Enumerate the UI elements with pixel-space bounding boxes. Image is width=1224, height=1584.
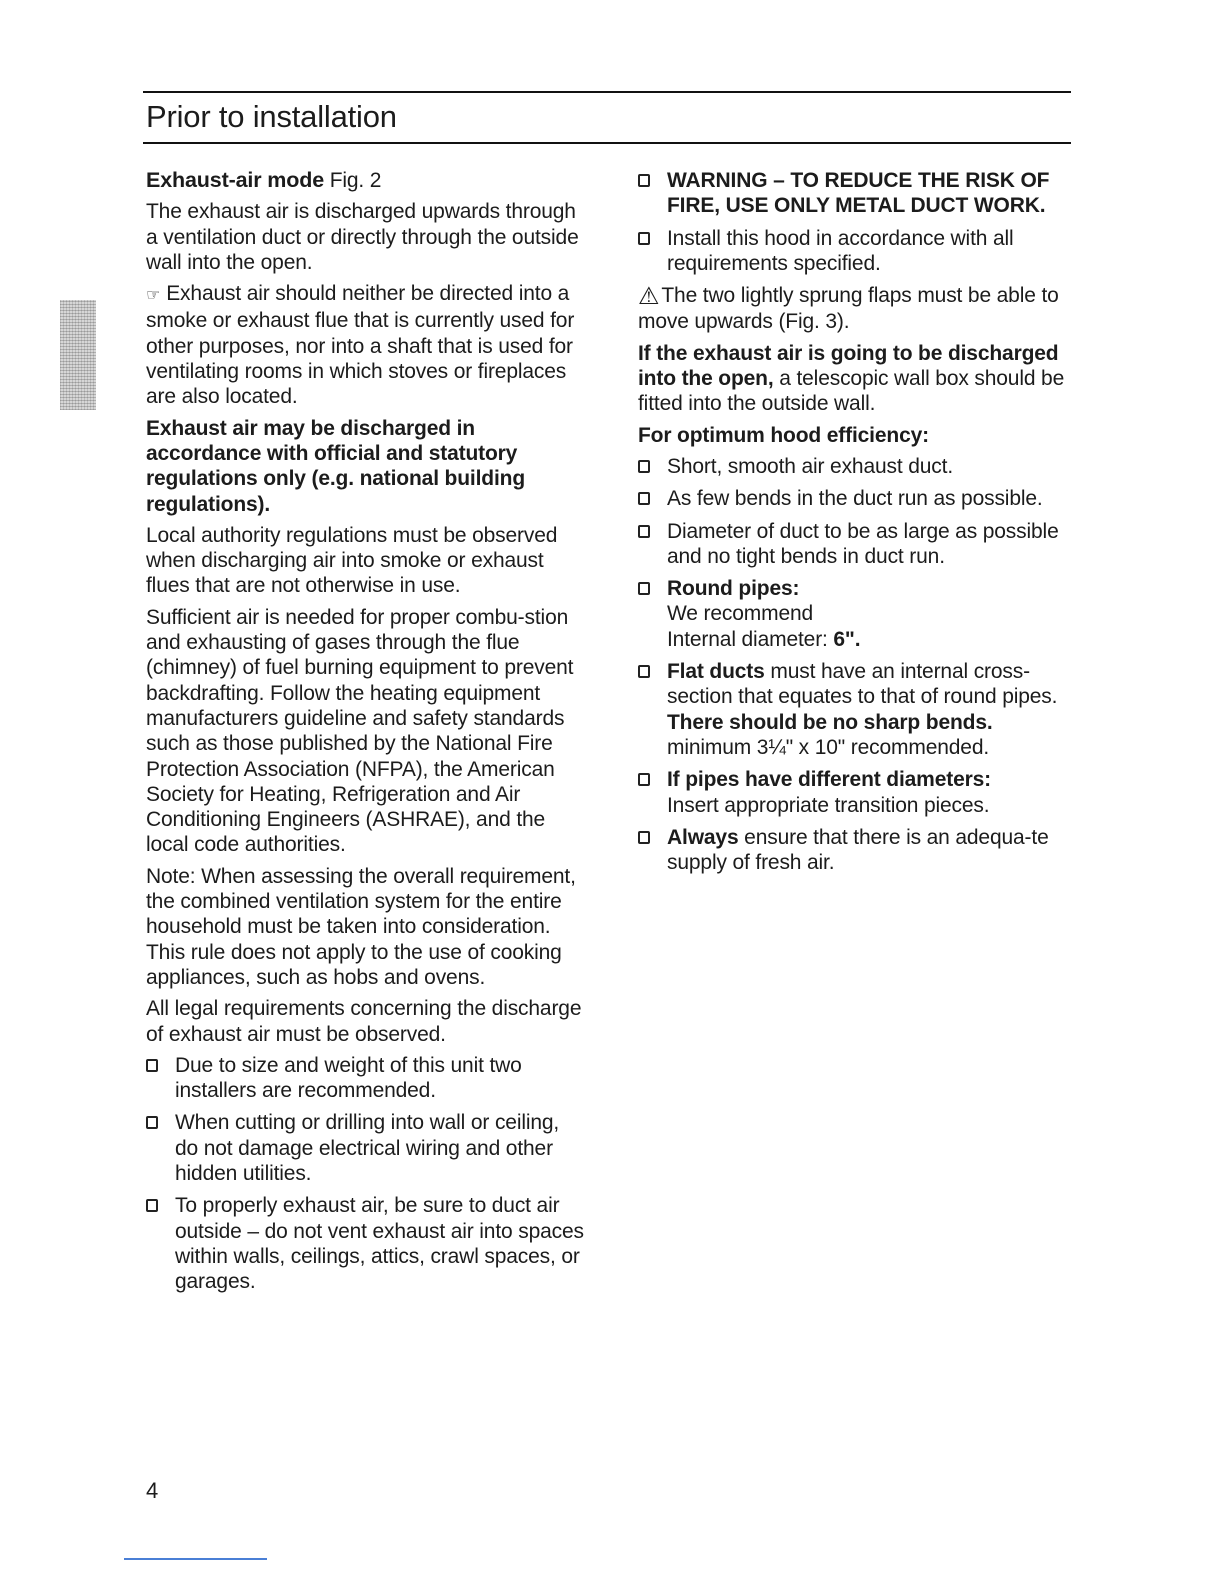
different-diameters-heading: If pipes have different diameters: <box>667 768 991 792</box>
right-column <box>638 168 1068 882</box>
round-pipes-diameter-value: 6". <box>833 627 861 651</box>
list-item <box>146 1053 584 1104</box>
round-pipes-heading: Round pipes: <box>667 577 800 601</box>
page-title: Prior to installation <box>146 99 397 134</box>
page-number: 4 <box>146 1478 159 1503</box>
different-diameters-text: Insert appropriate transition pieces. <box>667 793 990 817</box>
flaps-paragraph <box>638 283 1068 335</box>
legal-paragraph: All legal requirements concerning the discharge of exhaust air must be observed. <box>146 997 582 1046</box>
exhaust-air-fig-ref: Fig. 2 <box>324 169 382 192</box>
round-pipes-item <box>638 576 1068 652</box>
different-diameters-item <box>638 767 1068 818</box>
exhaust-air-heading-text: Exhaust-air mode <box>146 168 325 192</box>
note-text: Exhaust air should neither be directed into a smoke or exhaust flue that is currently used for other purposes, nor into a shaft that is used for ventilating rooms in which stoves or fireplaces are also located. <box>146 282 575 409</box>
checkbox-bullet-icon <box>146 1199 158 1212</box>
no-sharp-bends: There should be no sharp bends. <box>667 710 993 734</box>
flat-ducts-bold: Flat ducts <box>667 660 765 684</box>
pointing-hand-icon: ☞ <box>146 287 161 305</box>
list-item-text: Short, smooth air exhaust duct. <box>667 454 953 478</box>
list-item <box>638 226 1068 277</box>
efficiency-heading: For optimum hood efficiency: <box>638 423 929 447</box>
list-item-text: When cutting or drilling into wall or ceiling, do not damage electrical wiring and other hidden utilities. <box>175 1111 560 1185</box>
checkbox-bullet-icon <box>638 492 650 505</box>
open-discharge-text: a telescopic wall box should be fitted into the outside wall. <box>638 367 1065 416</box>
flaps-text: The two lightly sprung flaps must be able to move upwards (Fig. 3). <box>638 284 1059 334</box>
footer-link-underline[interactable] <box>124 1558 267 1560</box>
exhaust-air-heading <box>146 168 584 193</box>
list-item-text: Due to size and weight of this unit two installers are recommended. <box>175 1053 522 1103</box>
list-item-text: Diameter of duct to be as large as possible and no tight bends in duct run. <box>667 519 1059 568</box>
always-text: ensure that there is an adequa-te supply of fresh air. <box>667 825 1049 875</box>
left-column <box>146 168 584 1301</box>
header-rule-bottom <box>143 142 1071 144</box>
checkbox-bullet-icon <box>638 665 650 678</box>
checkbox-bullet-icon <box>638 582 650 595</box>
list-item <box>638 486 1068 511</box>
round-pipes-diameter <box>667 627 1068 652</box>
list-item-text: As few bends in the duct run as possible. <box>667 487 1043 511</box>
list-item <box>638 454 1068 479</box>
list-item <box>146 1110 584 1186</box>
always-bold: Always <box>667 825 739 849</box>
list-item <box>638 519 1068 570</box>
checkbox-bullet-icon <box>638 460 650 473</box>
checkbox-bullet-icon <box>638 232 650 245</box>
checkbox-bullet-icon <box>638 525 650 538</box>
section-side-tab <box>60 300 96 410</box>
open-discharge-paragraph <box>638 341 1068 417</box>
note-household-paragraph: Note: When assessing the overall requirement, the combined ventilation system for the entire household must be taken into consideration. This rule does not apply to the use of cooking appliances, such as hobs and ovens. <box>146 864 576 989</box>
flat-ducts-text <box>667 659 1068 710</box>
checkbox-bullet-icon <box>638 174 650 187</box>
warning-text: WARNING – TO REDUCE THE RISK OF FIRE, USE ONLY METAL DUCT WORK. <box>667 169 1050 218</box>
note-paragraph <box>146 281 584 409</box>
round-pipes-line: We recommend <box>667 602 814 626</box>
warning-item <box>638 168 1068 219</box>
checkbox-bullet-icon <box>146 1059 158 1072</box>
open-discharge-bold: If the exhaust air is going to be discharged into the open, <box>638 341 1059 391</box>
sufficient-air-paragraph: Sufficient air is needed for proper combu-stion and exhausting of gases through the flue (chimney) of fuel burning equipment to prevent backdrafting. Follow the heating equipment manufacturers guideline and safety standards such as those published by the National Fire Protection Association (NFPA), the American Society for Heating, Refrigeration and Air Conditioning Engineers (ASHRAE), and the local code authorities. <box>146 605 574 857</box>
header-rule-top <box>143 91 1071 93</box>
list-item <box>146 1193 584 1294</box>
flat-ducts-item <box>638 659 1068 760</box>
always-item <box>638 825 1068 876</box>
list-item-text: To properly exhaust air, be sure to duct air outside – do not vent exhaust air into spaces within walls, ceilings, attics, crawl spaces, or garages. <box>175 1194 584 1294</box>
checkbox-bullet-icon <box>638 773 650 786</box>
flat-ducts-minimum: minimum 3¼" x 10" recommended. <box>667 735 990 759</box>
checkbox-bullet-icon <box>638 831 650 844</box>
regulations-paragraph: Exhaust air may be discharged in accordance with official and statutory regulations only (e.g. national building regulations). <box>146 416 526 516</box>
flat-ducts-rest: must have an internal cross-section that equates to that of round pipes. <box>667 660 1058 709</box>
local-authority-paragraph: Local authority regulations must be observed when discharging air into smoke or exhaust flues that are not otherwise in use. <box>146 523 558 598</box>
warning-triangle-icon: ⚠ <box>638 283 660 311</box>
intro-paragraph: The exhaust air is discharged upwards through a ventilation duct or directly through the outside wall into the open. <box>146 200 579 274</box>
install-text: Install this hood in accordance with all requirements specified. <box>667 226 1014 275</box>
checkbox-bullet-icon <box>146 1116 158 1129</box>
round-pipes-diameter-label: Internal diameter: <box>667 627 834 651</box>
